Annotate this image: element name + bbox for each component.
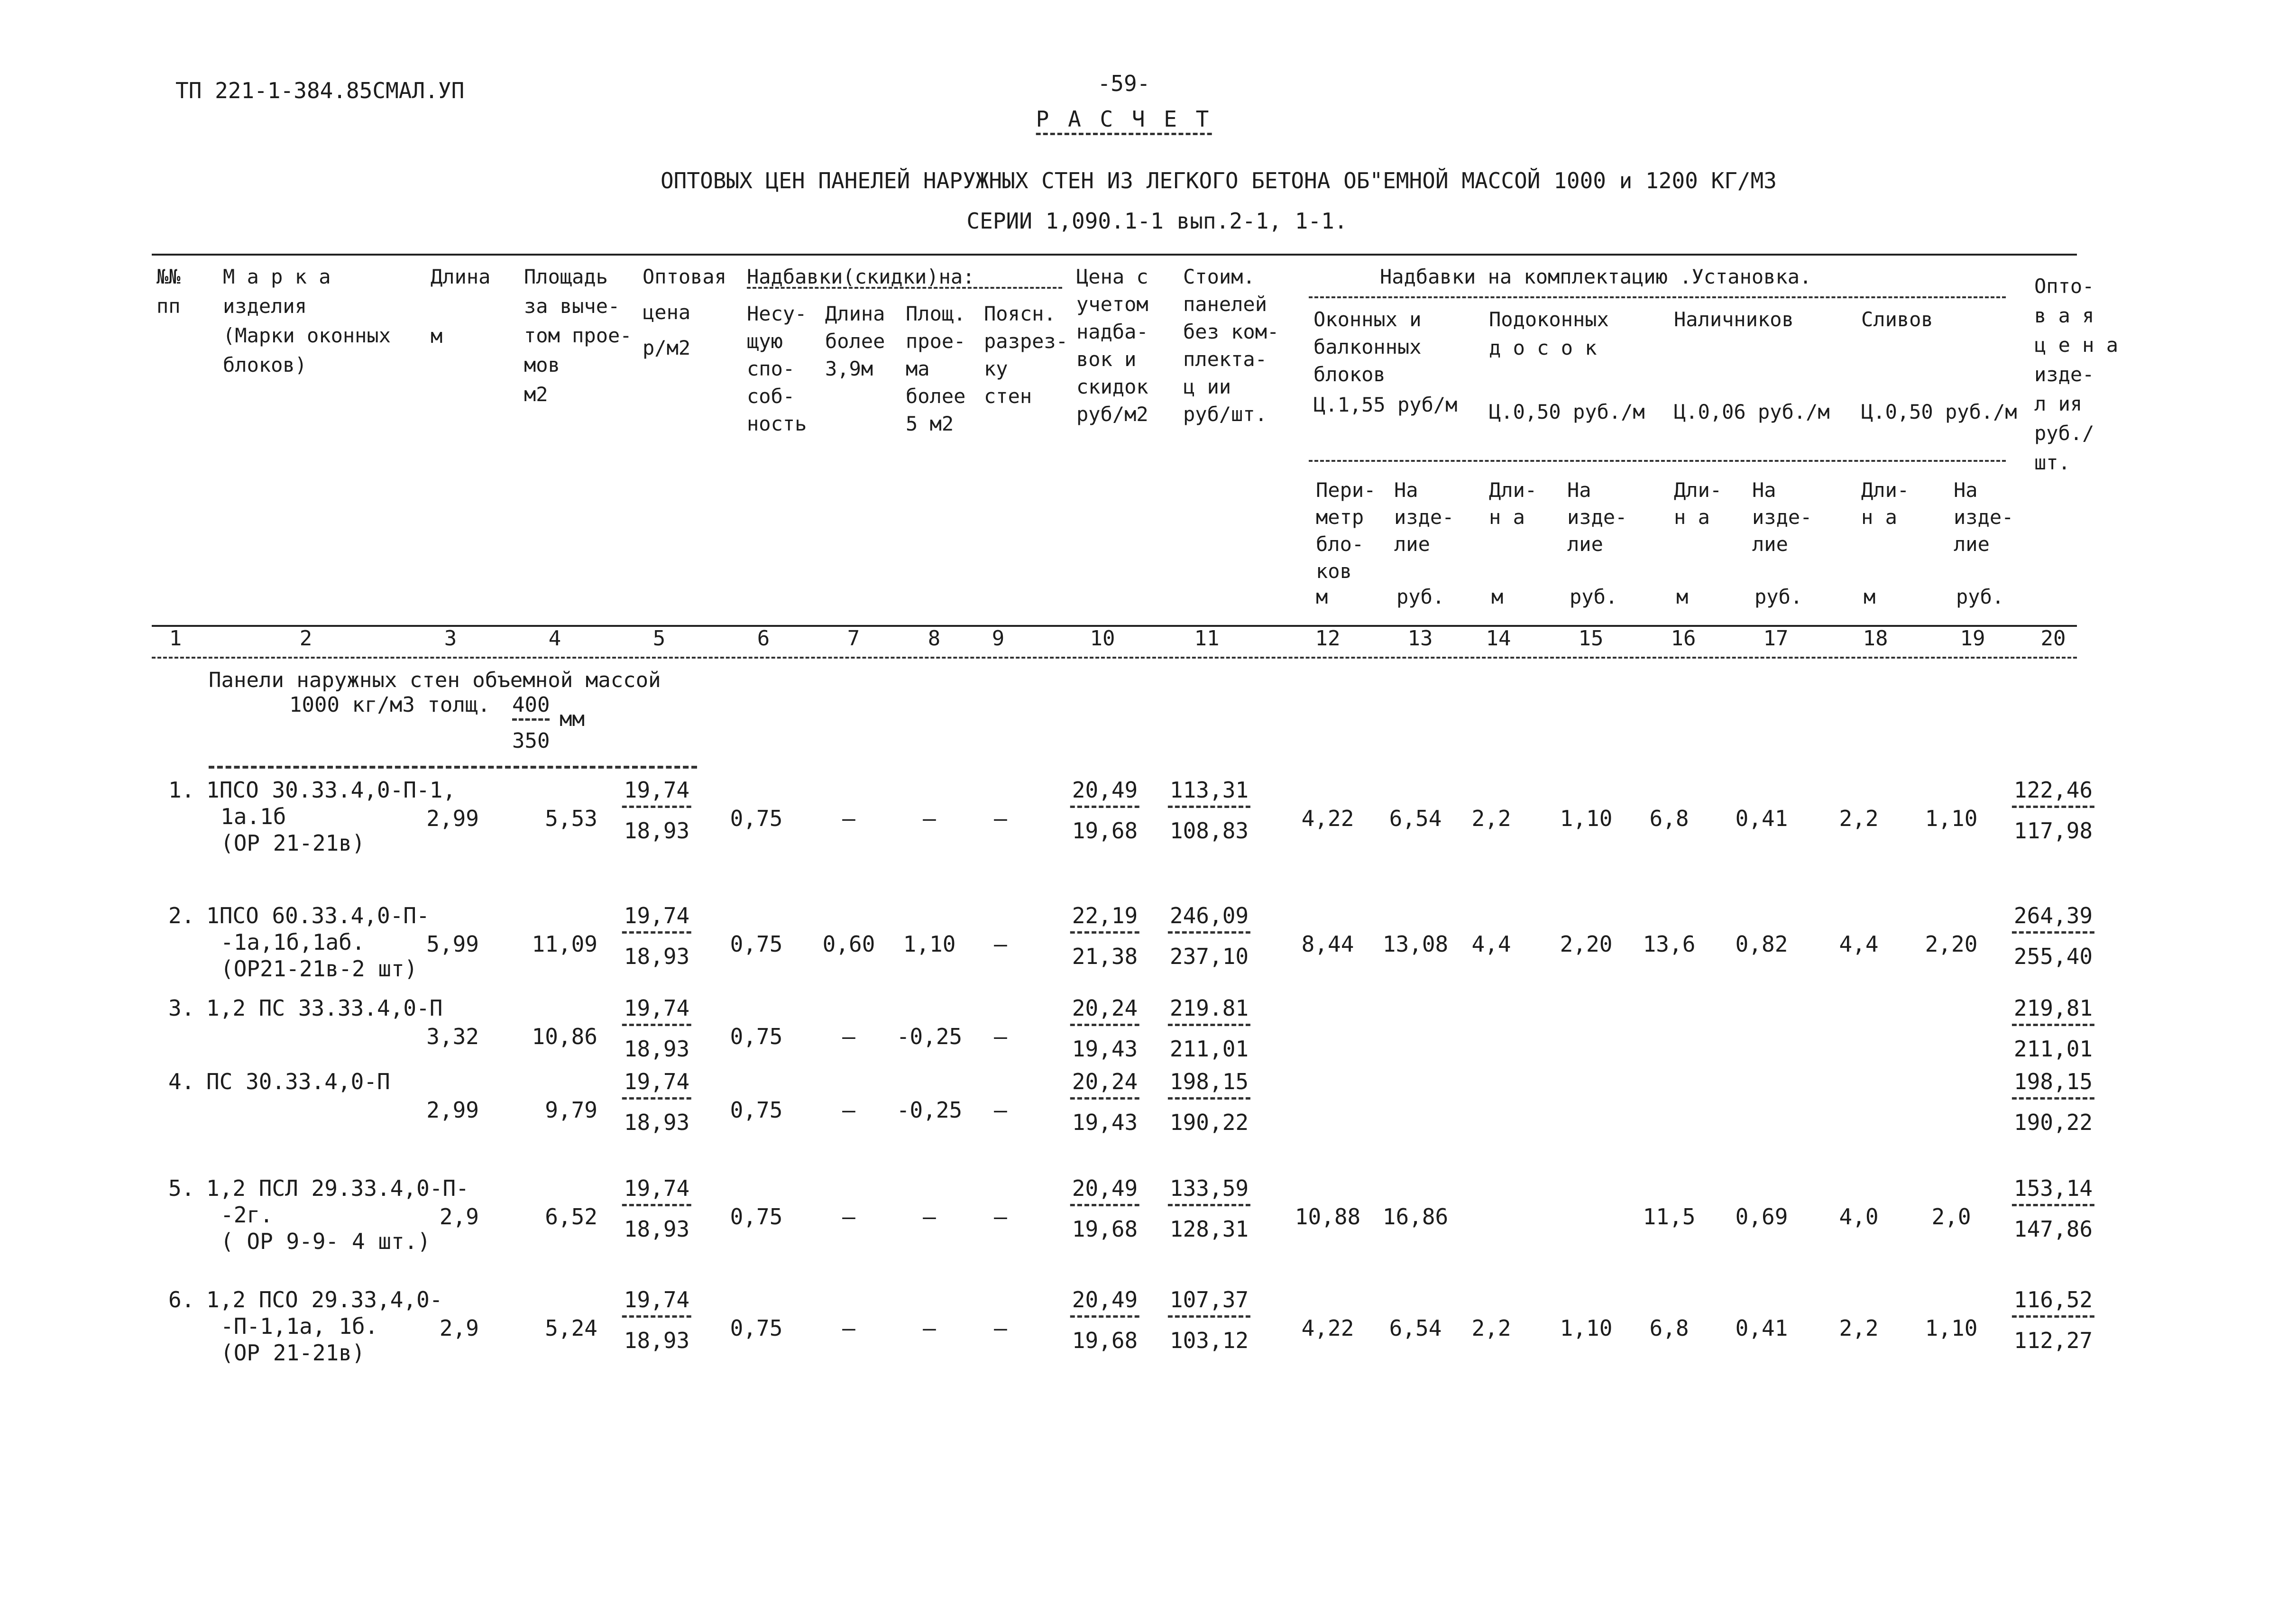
row-price — [622, 1069, 691, 1135]
column-number: 3 — [444, 626, 457, 651]
row-total-price-top: 153,14 — [2012, 1176, 2094, 1206]
header-col10: скидок — [1076, 375, 1148, 398]
header-col1: пп — [156, 294, 181, 318]
header-col11: панелей — [1183, 293, 1267, 316]
header-col20: шт. — [2034, 451, 2070, 474]
row-panel-cost-top: 113,31 — [1168, 778, 1250, 808]
row-panel-cost-bottom: 128,31 — [1169, 1216, 1249, 1242]
column-number: 18 — [1863, 626, 1888, 651]
row-total-price-top: 122,46 — [2012, 778, 2094, 808]
row-mark: ПС 30.33.4,0-П — [206, 1069, 390, 1094]
row-price-adjusted-top: 22,19 — [1070, 903, 1139, 934]
row-ploshad: -0,25 — [896, 1097, 963, 1123]
row-ploshad: – — [923, 1315, 936, 1341]
header-group-nadbavki: Надбавки(скидки)на: — [747, 265, 975, 288]
header-col4: мов — [524, 353, 560, 376]
page-heading — [1036, 107, 1212, 135]
column-number: 10 — [1090, 626, 1115, 651]
header-c18-unit: м — [1864, 585, 1876, 608]
header-col3: Длина — [431, 265, 491, 288]
header-col8: 5 м2 — [906, 412, 954, 435]
page-subtitle: ОПТОВЫХ ЦЕН ПАНЕЛЕЙ НАРУЖНЫХ СТЕН ИЗ ЛЕГКОГО БЕТОНА ОБ"ЕМНОЙ МАССОЙ 1000 и 1200 КГ/М3 — [660, 168, 1777, 193]
header-c13: лие — [1394, 532, 1430, 556]
row-length: 3,32 — [426, 1024, 479, 1049]
header-col4: за выче- — [524, 294, 620, 318]
row-c13: 13,08 — [1382, 931, 1449, 957]
header-col6: ность — [747, 412, 807, 435]
row-panel-cost-bottom: 237,10 — [1169, 943, 1249, 969]
row-c17: 0,69 — [1735, 1204, 1788, 1229]
header-col20: изде- — [2034, 363, 2094, 386]
row-price-adjusted-top: 20,24 — [1070, 996, 1139, 1026]
row-total-price-top: 219,81 — [2012, 996, 2094, 1026]
row-total-price-bottom: 211,01 — [2013, 1036, 2093, 1062]
row-panel-cost — [1168, 903, 1250, 969]
row-total-price-bottom: 147,86 — [2013, 1216, 2093, 1242]
header-okon: Оконных и — [1313, 308, 1422, 331]
header-col10: Цена с — [1076, 265, 1148, 288]
header-col9: разрез- — [984, 330, 1068, 353]
header-c14-unit: м — [1491, 585, 1504, 608]
header-okon: балконных — [1313, 335, 1422, 358]
row-c18: 2,2 — [1839, 806, 1879, 831]
row-price — [622, 778, 691, 844]
heading-text: Р А С Ч Е Т — [1036, 107, 1212, 135]
column-number: 7 — [847, 626, 860, 651]
header-c12: ков — [1316, 560, 1352, 583]
row-total-price — [2012, 996, 2094, 1062]
row-number: 3. — [168, 995, 195, 1021]
row-nesuschaya: 0,75 — [730, 1315, 783, 1341]
row-price-bottom: 18,93 — [624, 1327, 690, 1353]
row-length: 2,9 — [439, 1204, 479, 1229]
row-c19: 1,10 — [1925, 1315, 1978, 1341]
row-price-adjusted — [1070, 903, 1139, 969]
header-col2: изделия — [223, 294, 307, 318]
row-price-bottom: 18,93 — [624, 943, 690, 969]
column-number: 8 — [928, 626, 941, 651]
header-c19: На — [1954, 478, 1978, 502]
header-col20: Опто- — [2034, 275, 2094, 298]
row-c13: 16,86 — [1382, 1204, 1449, 1229]
row-panel-cost — [1168, 778, 1250, 844]
row-c16: 11,5 — [1643, 1204, 1696, 1229]
section-underline — [209, 766, 697, 769]
header-col11: без ком- — [1183, 320, 1279, 343]
header-separator — [1309, 296, 2006, 298]
row-panel-cost-bottom: 190,22 — [1169, 1109, 1249, 1135]
row-price-bottom: 18,93 — [624, 1036, 690, 1062]
column-number: 20 — [2040, 626, 2066, 651]
row-nesuschaya: 0,75 — [730, 1024, 783, 1049]
row-mark: 1ПСО 30.33.4,0-П-1, — [206, 777, 456, 803]
header-col2: (Марки оконных — [223, 324, 391, 347]
header-c12-unit: м — [1316, 585, 1328, 608]
doc-code: ТП 221-1-384.85СМАЛ.УП — [175, 78, 465, 103]
row-number: 4. — [168, 1069, 195, 1094]
row-mark: 1ПСО 60.33.4,0-П- — [206, 903, 430, 928]
header-c12: метр — [1316, 505, 1364, 529]
row-length: 5,99 — [426, 931, 479, 957]
header-podok-price: Ц.0,50 руб./м — [1489, 400, 1645, 423]
header-sliv: Сливов — [1861, 308, 1933, 331]
header-c13: На — [1394, 478, 1418, 502]
section-thickness-bottom: 350 — [512, 729, 550, 753]
row-price-adjusted-bottom: 19,43 — [1072, 1036, 1138, 1062]
row-price-adjusted — [1070, 1069, 1139, 1135]
row-mark: (ОР 21-21в) — [220, 830, 365, 856]
row-price-adjusted — [1070, 1287, 1139, 1353]
header-col6: спо- — [747, 357, 795, 380]
row-number: 6. — [168, 1287, 195, 1312]
header-col10: учетом — [1076, 293, 1148, 316]
column-number: 14 — [1486, 626, 1511, 651]
row-ploshad: -0,25 — [896, 1024, 963, 1049]
header-c12: бло- — [1316, 532, 1364, 556]
header-podok2: д о с о к — [1489, 336, 1597, 359]
row-price-adjusted-bottom: 19,68 — [1072, 817, 1138, 844]
header-col8: Площ. — [906, 302, 966, 325]
header-c17-unit: руб. — [1754, 585, 1803, 608]
row-c14: 4,4 — [1471, 931, 1511, 957]
column-number: 2 — [299, 626, 312, 651]
row-mark: (ОР 21-21в) — [220, 1340, 365, 1366]
row-number: 2. — [168, 903, 195, 928]
row-poyasn: – — [994, 1097, 1007, 1123]
row-number: 1. — [168, 777, 195, 803]
row-total-price-bottom: 255,40 — [2013, 943, 2093, 969]
row-mark: -2г. — [220, 1202, 273, 1228]
section-thickness-top: 400 — [512, 693, 550, 721]
row-price-adjusted-bottom: 21,38 — [1072, 943, 1138, 969]
row-c18: 4,0 — [1839, 1204, 1879, 1229]
row-poyasn: – — [994, 806, 1007, 831]
header-col10: вок и — [1076, 348, 1137, 371]
row-c16: 13,6 — [1643, 931, 1696, 957]
row-c13: 6,54 — [1389, 1315, 1442, 1341]
header-c18: н а — [1861, 505, 1897, 529]
row-c12: 8,44 — [1301, 931, 1354, 957]
row-price-adjusted-top: 20,24 — [1070, 1069, 1139, 1100]
row-c19: 2,20 — [1925, 931, 1978, 957]
row-poyasn: – — [994, 1024, 1007, 1049]
header-col5: р/м2 — [643, 336, 691, 359]
header-col4: м2 — [524, 383, 548, 406]
row-number: 5. — [168, 1175, 195, 1201]
row-length: 2,99 — [426, 806, 479, 831]
column-number: 17 — [1763, 626, 1789, 651]
header-c15: лие — [1567, 532, 1603, 556]
row-panel-cost — [1168, 1287, 1250, 1353]
header-group-komplekt: Надбавки на комплектацию .Установка. — [1380, 265, 1812, 288]
row-ploshad: – — [923, 806, 936, 831]
header-col20: руб./ — [2034, 422, 2094, 445]
header-sliv-price: Ц.0,50 руб./м — [1861, 400, 2017, 423]
header-col11: Стоим. — [1183, 265, 1255, 288]
row-panel-cost-top: 198,15 — [1168, 1069, 1250, 1100]
header-col5: Оптовая — [643, 265, 727, 288]
header-col4: Площадь — [524, 265, 608, 288]
header-col1: №№ — [156, 265, 181, 288]
page-number: -59- — [1097, 71, 1150, 96]
row-poyasn: – — [994, 1204, 1007, 1229]
row-total-price-bottom: 190,22 — [2013, 1109, 2093, 1135]
column-number: 19 — [1960, 626, 1985, 651]
header-col9: Поясн. — [984, 302, 1056, 325]
header-c13-unit: руб. — [1396, 585, 1445, 608]
row-panel-cost — [1168, 996, 1250, 1062]
column-number: 1 — [169, 626, 182, 651]
header-col20: л ия — [2034, 392, 2083, 415]
row-price-bottom: 18,93 — [624, 817, 690, 844]
row-nesuschaya: 0,75 — [730, 1097, 783, 1123]
row-price-adjusted-bottom: 19,68 — [1072, 1216, 1138, 1242]
row-mark: -1а,1б,1аб. — [220, 929, 365, 955]
page-series: СЕРИИ 1,090.1-1 вып.2-1, 1-1. — [966, 208, 1348, 234]
row-c19: 1,10 — [1925, 806, 1978, 831]
row-length: 2,9 — [439, 1315, 479, 1341]
row-price-adjusted-bottom: 19,43 — [1072, 1109, 1138, 1135]
row-mark: ( ОР 9-9- 4 шт.) — [220, 1229, 431, 1254]
header-col3: м — [431, 324, 443, 348]
row-mark: 1,2 ПСО 29.33,4,0- — [206, 1287, 443, 1312]
row-total-price — [2012, 1176, 2094, 1242]
header-c17: лие — [1752, 532, 1788, 556]
row-price-top: 19,74 — [622, 1176, 691, 1206]
column-number: 15 — [1578, 626, 1604, 651]
header-col2: М а р к а — [223, 265, 331, 288]
row-total-price-top: 198,15 — [2012, 1069, 2094, 1100]
section-line1: Панели наружных стен объемной массой — [209, 668, 661, 692]
row-length: 2,99 — [426, 1097, 479, 1123]
row-price-adjusted — [1070, 996, 1139, 1062]
row-area: 6,52 — [545, 1204, 597, 1229]
row-price-top: 19,74 — [622, 1069, 691, 1100]
row-price-adjusted-top: 20,49 — [1070, 1287, 1139, 1318]
row-panel-cost-top: 133,59 — [1168, 1176, 1250, 1206]
row-panel-cost — [1168, 1176, 1250, 1242]
header-col5: цена — [643, 301, 691, 324]
row-total-price-top: 116,52 — [2012, 1287, 2094, 1318]
row-area: 5,24 — [545, 1315, 597, 1341]
header-c14: Дли- — [1489, 478, 1537, 502]
header-c16-unit: м — [1676, 585, 1689, 608]
column-number: 12 — [1315, 626, 1341, 651]
header-c12: Пери- — [1316, 478, 1376, 502]
header-c16: н а — [1674, 505, 1710, 529]
header-col2: блоков) — [223, 353, 307, 376]
header-col8: прое- — [906, 330, 966, 353]
section-line2: 1000 кг/м3 толщ. — [289, 693, 490, 717]
row-total-price — [2012, 778, 2094, 844]
row-dlina: – — [842, 806, 855, 831]
row-total-price-bottom: 117,98 — [2013, 817, 2093, 844]
header-c19: изде- — [1954, 505, 2014, 529]
header-podok: Подоконных — [1489, 308, 1609, 331]
header-nalich-price: Ц.0,06 руб./м — [1674, 400, 1830, 423]
header-c18: Дли- — [1861, 478, 1910, 502]
header-col10: руб/м2 — [1076, 403, 1148, 426]
row-c12: 4,22 — [1301, 806, 1354, 831]
header-c13: изде- — [1394, 505, 1454, 529]
row-price-bottom: 18,93 — [624, 1109, 690, 1135]
header-col6: Несу- — [747, 302, 807, 325]
header-c15: изде- — [1567, 505, 1627, 529]
row-ploshad: – — [923, 1204, 936, 1229]
row-total-price-top: 264,39 — [2012, 903, 2094, 934]
row-panel-cost-bottom: 108,83 — [1169, 817, 1249, 844]
row-panel-cost — [1168, 1069, 1250, 1135]
row-price-adjusted — [1070, 778, 1139, 844]
row-c15: 1,10 — [1560, 1315, 1613, 1341]
header-col20: ц е н а — [2034, 333, 2119, 357]
header-col11: ц ии — [1183, 375, 1231, 398]
row-ploshad: 1,10 — [903, 931, 956, 957]
row-mark: -П-1,1а, 1б. — [220, 1313, 378, 1339]
header-col7: более — [825, 330, 885, 353]
header-c19: лие — [1954, 532, 1990, 556]
row-c14: 2,2 — [1471, 806, 1511, 831]
row-dlina: 0,60 — [822, 931, 875, 957]
row-total-price — [2012, 1287, 2094, 1353]
header-col6: щую — [747, 330, 783, 353]
row-price — [622, 996, 691, 1062]
row-dlina: – — [842, 1097, 855, 1123]
header-okon-price: Ц.1,55 руб/м — [1313, 393, 1458, 416]
header-col7: 3,9м — [825, 357, 873, 380]
row-c12: 10,88 — [1295, 1204, 1361, 1229]
row-poyasn: – — [994, 1315, 1007, 1341]
row-panel-cost-top: 107,37 — [1168, 1287, 1250, 1318]
row-total-price — [2012, 1069, 2094, 1135]
row-price-adjusted — [1070, 1176, 1139, 1242]
section-unit: мм — [560, 707, 585, 731]
row-c18: 2,2 — [1839, 1315, 1879, 1341]
header-nalich: Наличников — [1674, 308, 1794, 331]
header-col11: плекта- — [1183, 348, 1267, 371]
row-price-top: 19,74 — [622, 996, 691, 1026]
row-panel-cost-top: 219.81 — [1168, 996, 1250, 1026]
row-price-top: 19,74 — [622, 1287, 691, 1318]
row-c18: 4,4 — [1839, 931, 1879, 957]
header-c19-unit: руб. — [1956, 585, 2004, 608]
header-c15-unit: руб. — [1570, 585, 1618, 608]
row-price — [622, 903, 691, 969]
row-c19: 2,0 — [1931, 1204, 1971, 1229]
column-number: 4 — [548, 626, 561, 651]
row-c12: 4,22 — [1301, 1315, 1354, 1341]
row-dlina: – — [842, 1024, 855, 1049]
row-panel-cost-top: 246,09 — [1168, 903, 1250, 934]
header-col8: ма — [906, 357, 930, 380]
row-mark: 1а.1б — [220, 804, 286, 829]
header-c17: изде- — [1752, 505, 1812, 529]
header-separator — [1309, 460, 2006, 462]
header-col11: руб/шт. — [1183, 403, 1267, 426]
row-mark: 1,2 ПС 33.33.4,0-П — [206, 995, 443, 1021]
row-price-top: 19,74 — [622, 903, 691, 934]
row-panel-cost-bottom: 103,12 — [1169, 1327, 1249, 1353]
header-col10: надба- — [1076, 320, 1148, 343]
row-price — [622, 1287, 691, 1353]
row-poyasn: – — [994, 931, 1007, 957]
column-number: 13 — [1407, 626, 1433, 651]
header-c15: На — [1567, 478, 1591, 502]
header-col6: соб- — [747, 385, 795, 408]
row-c16: 6,8 — [1649, 1315, 1689, 1341]
row-area: 11,09 — [532, 931, 597, 957]
row-nesuschaya: 0,75 — [730, 931, 783, 957]
row-mark: (ОР21-21в-2 шт) — [220, 956, 418, 982]
row-c17: 0,41 — [1735, 806, 1788, 831]
header-col9: ку — [984, 357, 1008, 380]
header-col8: более — [906, 385, 966, 408]
column-number: 5 — [652, 626, 666, 651]
row-panel-cost-bottom: 211,01 — [1169, 1036, 1249, 1062]
header-col20: в а я — [2034, 304, 2094, 327]
header-okon: блоков — [1313, 363, 1386, 386]
row-nesuschaya: 0,75 — [730, 806, 783, 831]
column-number: 9 — [992, 626, 1005, 651]
row-c17: 0,82 — [1735, 931, 1788, 957]
colnum-bottom-rule — [152, 657, 2077, 659]
column-number: 11 — [1194, 626, 1220, 651]
column-number: 6 — [757, 626, 770, 651]
header-top-rule — [152, 254, 2077, 256]
header-col4: том прое- — [524, 324, 632, 347]
row-area: 9,79 — [545, 1097, 597, 1123]
header-col9: стен — [984, 385, 1032, 408]
row-total-price-bottom: 112,27 — [2013, 1327, 2093, 1353]
row-price-adjusted-bottom: 19,68 — [1072, 1327, 1138, 1353]
row-c15: 2,20 — [1560, 931, 1613, 957]
row-price-adjusted-top: 20,49 — [1070, 778, 1139, 808]
row-area: 10,86 — [532, 1024, 597, 1049]
row-dlina: – — [842, 1204, 855, 1229]
header-c17: На — [1752, 478, 1776, 502]
row-price-top: 19,74 — [622, 778, 691, 808]
row-c14: 2,2 — [1471, 1315, 1511, 1341]
row-price-adjusted-top: 20,49 — [1070, 1176, 1139, 1206]
row-mark: 1,2 ПСЛ 29.33.4,0-П- — [206, 1175, 469, 1201]
header-c16: Дли- — [1674, 478, 1722, 502]
row-area: 5,53 — [545, 806, 597, 831]
row-c15: 1,10 — [1560, 806, 1613, 831]
row-price-bottom: 18,93 — [624, 1216, 690, 1242]
column-number: 16 — [1671, 626, 1696, 651]
row-c17: 0,41 — [1735, 1315, 1788, 1341]
row-dlina: – — [842, 1315, 855, 1341]
header-col7: Длина — [825, 302, 885, 325]
row-c13: 6,54 — [1389, 806, 1442, 831]
header-separator — [747, 287, 1062, 289]
header-c14: н а — [1489, 505, 1525, 529]
row-price — [622, 1176, 691, 1242]
row-total-price — [2012, 903, 2094, 969]
row-c16: 6,8 — [1649, 806, 1689, 831]
row-nesuschaya: 0,75 — [730, 1204, 783, 1229]
